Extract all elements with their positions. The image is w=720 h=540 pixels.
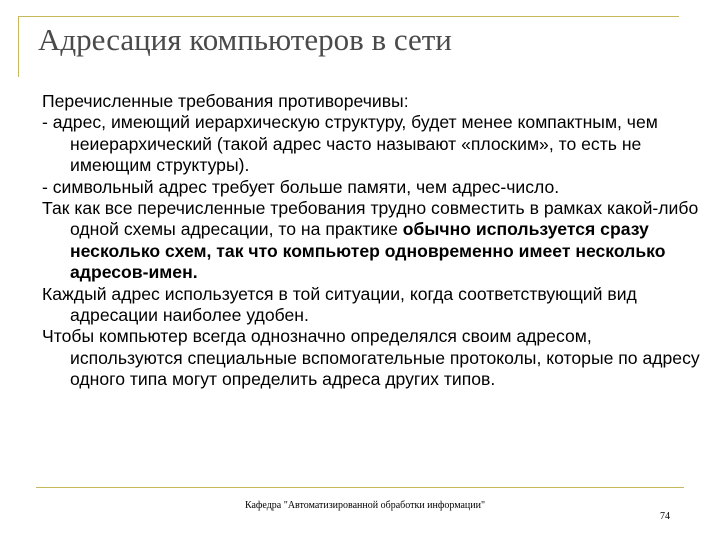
slide-title: Адресация компьютеров в сети bbox=[38, 22, 452, 57]
paragraph-hierarchical-address: - адрес, имеющий иерархическую структуру, будет менее компактным, чем неиерархический (такой адрес часто называют «плоским», то есть не имеющим структуры). bbox=[42, 112, 658, 176]
footer-department: Кафедра "Автоматизированной обработки информации" bbox=[244, 500, 486, 511]
slide-body bbox=[42, 91, 702, 391]
paragraph-intro: Перечисленные требования противоречивы: bbox=[42, 91, 409, 111]
paragraph-symbolic-address: - символьный адрес требует больше памяти, чем адрес-число. bbox=[42, 176, 560, 197]
footer-divider bbox=[36, 487, 684, 488]
paragraph-address-usage: Каждый адрес используется в той ситуации, когда соответствующий вид адресации наиболее удобен. bbox=[42, 283, 637, 326]
paragraph-multiple-schemes-text: Так как все перечисленные требования трудно совместить в рамках какой-либо одной схемы адресации, то на практике bbox=[42, 198, 699, 240]
paragraph-multiple-schemes-emphasis: обычно используется сразу несколько схем, так что компьютер одновременно имеет несколько адресов-имен. bbox=[70, 219, 666, 283]
paragraph-multiple-schemes bbox=[42, 198, 702, 284]
page-number: 74 bbox=[660, 511, 670, 522]
paragraph-helper-protocols: Чтобы компьютер всегда однозначно определялся своим адресом, используются специальные вспомогательные протоколы, которые по адресу одного типа могут определить адреса других типов. bbox=[42, 326, 700, 390]
